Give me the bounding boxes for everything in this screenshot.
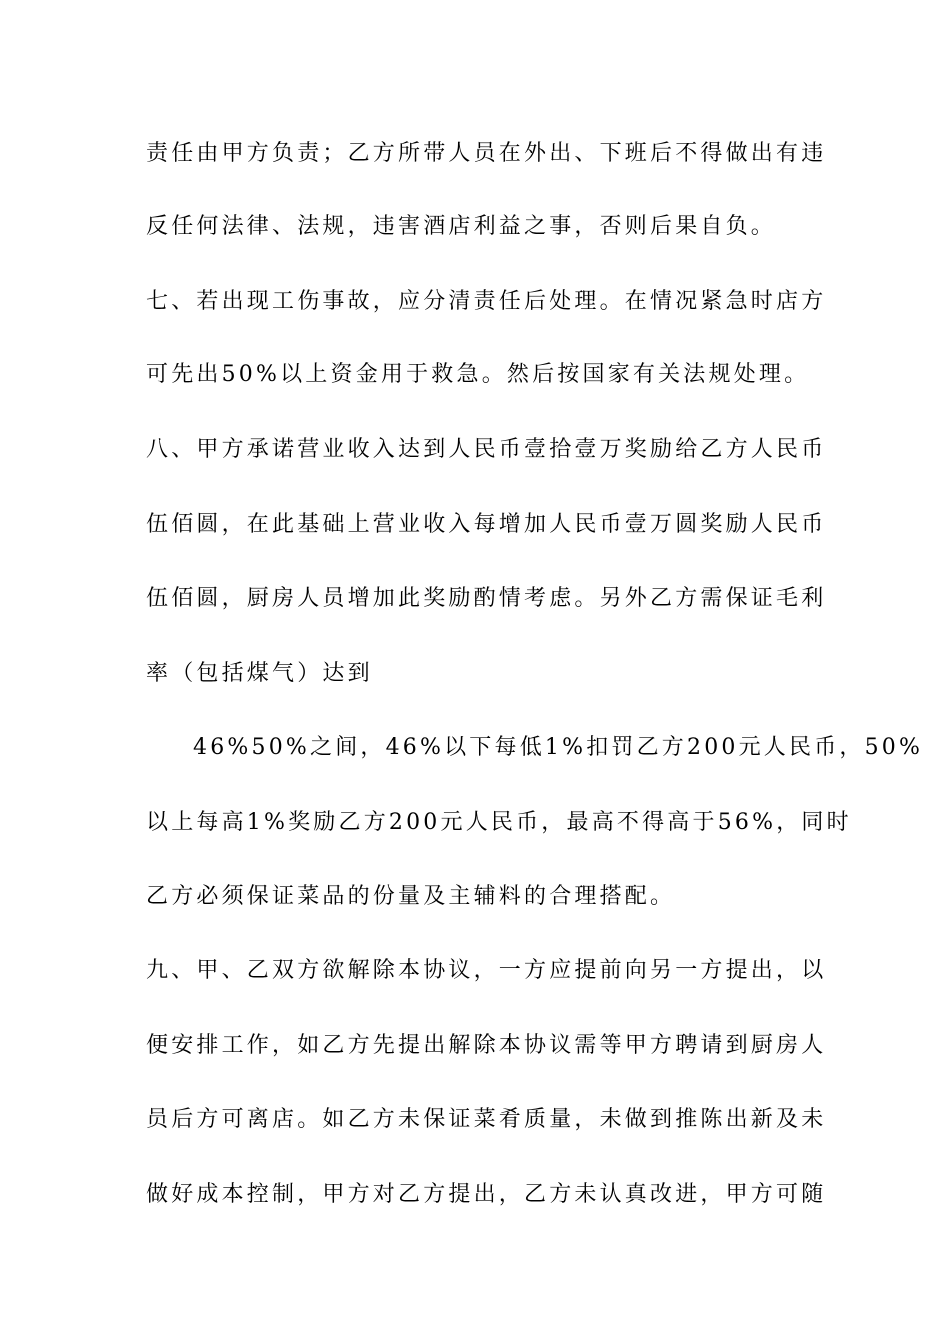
text-line-5: 八、甲方承诺营业收入达到人民币壹拾壹万奖励给乙方人民币 (146, 437, 827, 462)
text-line-12: 九、甲、乙双方欲解除本协议，一方应提前向另一方提出，以 (146, 958, 827, 983)
text-line-11: 乙方必须保证菜品的份量及主辅料的合理搭配。 (146, 884, 676, 909)
text-line-13: 便安排工作，如乙方先提出解除本协议需等甲方聘请到厨房人 (146, 1033, 827, 1058)
text-line-10: 以上每高1%奖励乙方200元人民币，最高不得高于56%，同时 (146, 810, 852, 835)
text-line-7: 伍佰圆，厨房人员增加此奖励酌情考虑。另外乙方需保证毛利 (146, 586, 827, 611)
text-line-4: 可先出50%以上资金用于救急。然后按国家有关法规处理。 (146, 362, 810, 387)
text-line-8: 率（包括煤气）达到 (146, 661, 373, 686)
text-line-2: 反任何法律、法规，违害酒店利益之事，否则后果自负。 (146, 214, 777, 239)
text-line-1: 责任由甲方负责；乙方所带人员在外出、下班后不得做出有违 (146, 141, 827, 166)
text-line-3: 七、若出现工伤事故，应分清责任后处理。在情况紧急时店方 (146, 289, 827, 314)
text-line-15: 做好成本控制，甲方对乙方提出，乙方未认真改进，甲方可随 (146, 1182, 827, 1207)
text-line-6: 伍佰圆，在此基础上营业收入每增加人民币壹万圆奖励人民币 (146, 512, 827, 537)
text-line-14: 员后方可离店。如乙方未保证菜肴质量，未做到推陈出新及未 (146, 1107, 827, 1132)
text-line-9: 46%50%之间，46%以下每低1%扣罚乙方200元人民币，50% (193, 735, 924, 760)
